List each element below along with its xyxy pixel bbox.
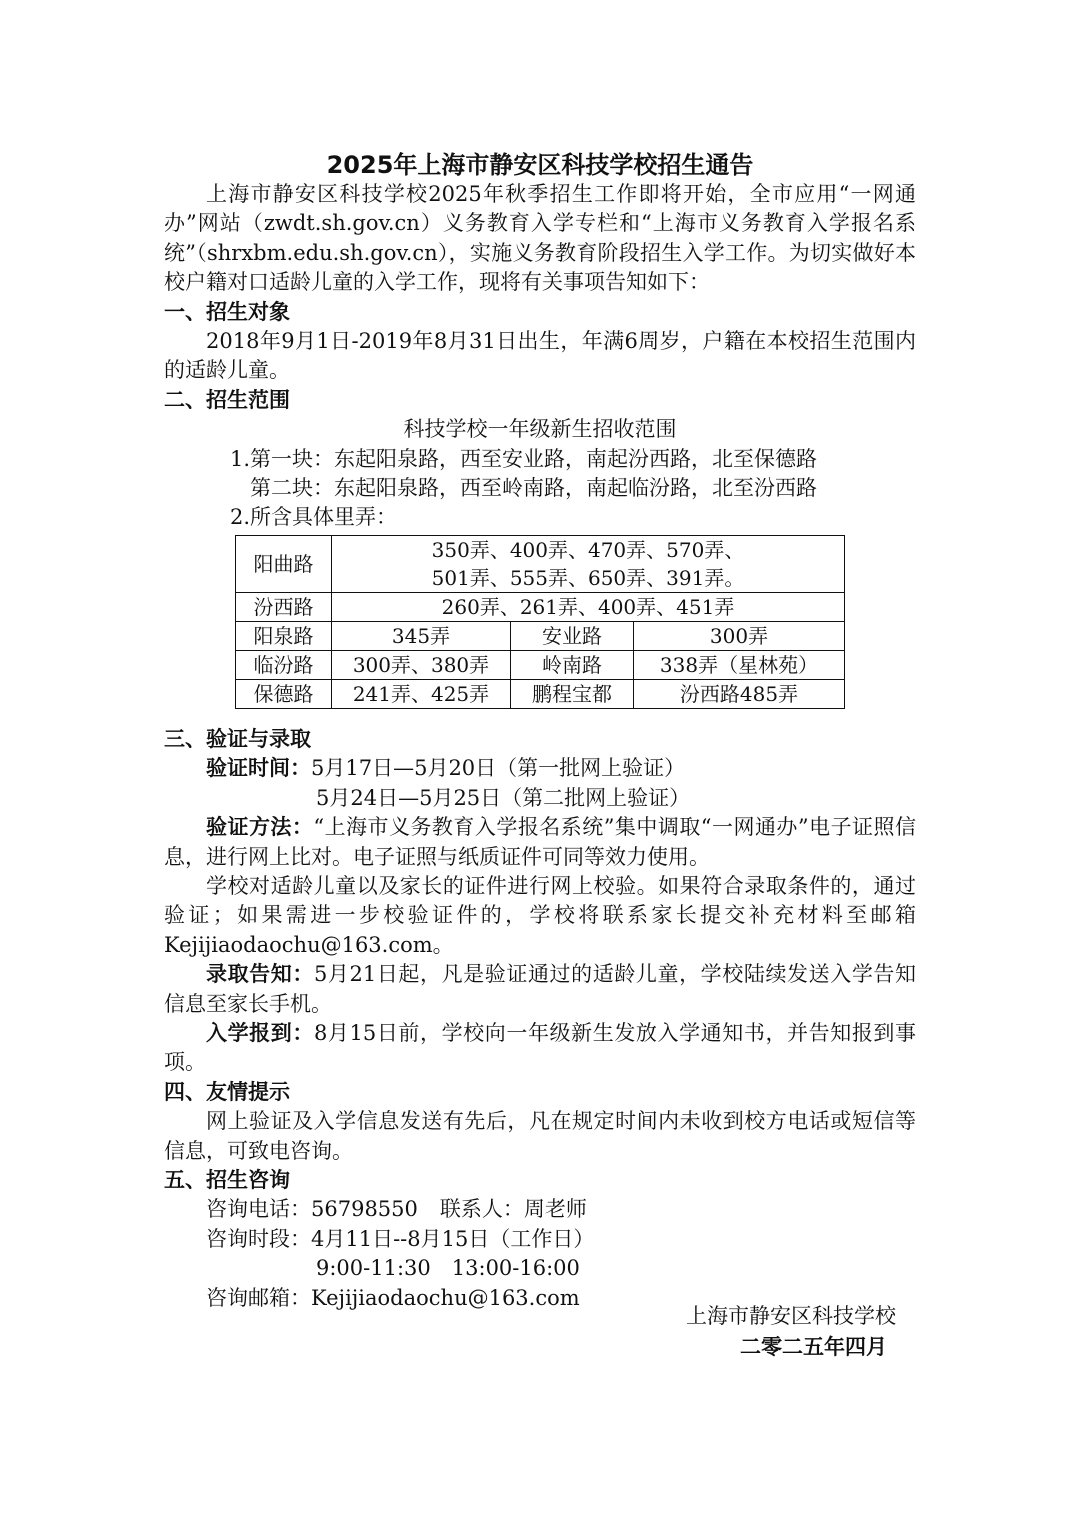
- lanes-cell: 338弄（星林苑）: [634, 650, 845, 679]
- lanes-line: 501弄、555弄、650弄、391弄。: [431, 565, 745, 590]
- table-row: [236, 535, 845, 592]
- table-row: [236, 650, 845, 679]
- enrollment-report-label: 入学报到：: [206, 1020, 314, 1045]
- verify-time-line-1: [164, 754, 916, 783]
- road-cell: 岭南路: [511, 650, 634, 679]
- lanes-cell: 汾西路485弄: [634, 679, 845, 708]
- signature-date: 二零二五年四月: [740, 1335, 887, 1359]
- section-4-text: 网上验证及入学信息发送有先后，凡在规定时间内未收到校方电话或短信等信息，可致电咨询。: [164, 1109, 916, 1163]
- verify-method-text: “上海市义务教育入学报名系统”集中调取“一网通办”电子证照信息，进行网上比对。电子证照与纸质证件可同等效力使用。: [164, 815, 916, 869]
- road-cell: 鹏程宝都: [511, 679, 634, 708]
- table-row: [236, 592, 845, 621]
- road-cell: 保德路: [236, 679, 332, 708]
- verify-time-1: 5月17日—5月20日（第一批网上验证）: [311, 756, 686, 781]
- consult-phone-line: [164, 1195, 916, 1224]
- email-address: Kejijiaodaochu@163.com: [311, 1285, 580, 1310]
- road-cell: 汾西路: [236, 592, 332, 621]
- document-body: [164, 180, 916, 1313]
- lanes-cell: 300弄、380弄: [332, 650, 511, 679]
- signature-school: 上海市静安区科技学校: [686, 1304, 896, 1328]
- verify-method-label: 验证方法：: [206, 815, 314, 840]
- hours-label: 咨询时段：: [206, 1226, 311, 1251]
- road-cell: 临汾路: [236, 650, 332, 679]
- phone-label: 咨询电话：: [206, 1197, 311, 1222]
- lanes-table: [235, 535, 845, 709]
- verify-method: [164, 813, 916, 872]
- road-cell: 阳泉路: [236, 621, 332, 650]
- admission-notice-text: 5月21日起，凡是验证通过的适龄儿童，学校陆续发送入学告知信息至家长手机。: [164, 962, 917, 1016]
- contact-name: 周老师: [523, 1197, 587, 1222]
- lanes-cell: 241弄、425弄: [332, 679, 511, 708]
- section-5-heading: 五、招生咨询: [164, 1167, 290, 1192]
- verify-time-2: 5月24日—5月25日（第二批网上验证）: [316, 785, 691, 810]
- lanes-cell: 345弄: [332, 621, 511, 650]
- section-1-text: 2018年9月1日-2019年8月31日出生，年满6周岁，户籍在本校招生范围内的适龄儿童。: [164, 329, 916, 383]
- range-subtitle: 科技学校一年级新生招收范围: [403, 417, 677, 442]
- verify-time-label: 验证时间：: [206, 756, 311, 781]
- road-cell: 阳曲路: [236, 535, 332, 592]
- table-row: [236, 621, 845, 650]
- lanes-table-wrap: [164, 535, 916, 709]
- section-4-heading: 四、友情提示: [164, 1079, 290, 1104]
- document-title: 2025年上海市静安区科技学校招生通告: [326, 151, 754, 179]
- admission-notice-label: 录取告知：: [206, 962, 314, 987]
- lanes-line: 350弄、400弄、470弄、570弄、: [431, 537, 745, 562]
- section-3-heading: 三、验证与录取: [164, 726, 311, 751]
- road-cell: 安业路: [511, 621, 634, 650]
- intro-paragraph: 上海市静安区科技学校2025年秋季招生工作即将开始，全市应用“一网通办”网站（zwdt.sh.gov.cn）义务教育入学专栏和“上海市义务教育入学报名系统”（shrxbm.edu.sh.gov.cn），实施义务教育阶段招生入学工作。为切实做好本校户籍对口适龄儿童的入学工作，现将有关事项告知如下：: [164, 182, 916, 295]
- table-row: [236, 679, 845, 708]
- lanes-cell: [332, 535, 845, 592]
- hours-times: 9:00-11:30 13:00-16:00: [316, 1256, 580, 1281]
- lanes-label: 2.所含具体里弄：: [230, 505, 398, 530]
- range-block-2: 第二块：东起阳泉路，西至岭南路，南起临汾路，北至汾西路: [250, 476, 817, 501]
- phone-number: 56798550: [311, 1197, 418, 1222]
- school-check-text: 学校对适龄儿童以及家长的证件进行网上校验。如果符合录取条件的，通过验证；如果需进一步校验证件的，学校将联系家长提交补充材料至邮箱Kejijiaodaochu@163.com。: [164, 873, 916, 957]
- consult-hours-line: [164, 1225, 916, 1254]
- lanes-cell: 300弄: [634, 621, 845, 650]
- admission-notice: [164, 960, 916, 1019]
- email-label: 咨询邮箱：: [206, 1285, 311, 1310]
- enrollment-report-text: 8月15日前，学校向一年级新生发放入学通知书，并告知报到事项。: [164, 1020, 917, 1075]
- contact-label: 联系人：: [439, 1197, 524, 1222]
- lanes-cell: 260弄、261弄、400弄、451弄: [332, 592, 845, 621]
- enrollment-report: [164, 1019, 916, 1078]
- section-2-heading: 二、招生范围: [164, 387, 290, 412]
- section-1-heading: 一、招生对象: [164, 299, 290, 324]
- hours-dates: 4月11日--8月15日（工作日）: [311, 1226, 595, 1251]
- range-block-1: 1.第一块：东起阳泉路，西至安业路，南起汾西路，北至保德路: [230, 446, 818, 471]
